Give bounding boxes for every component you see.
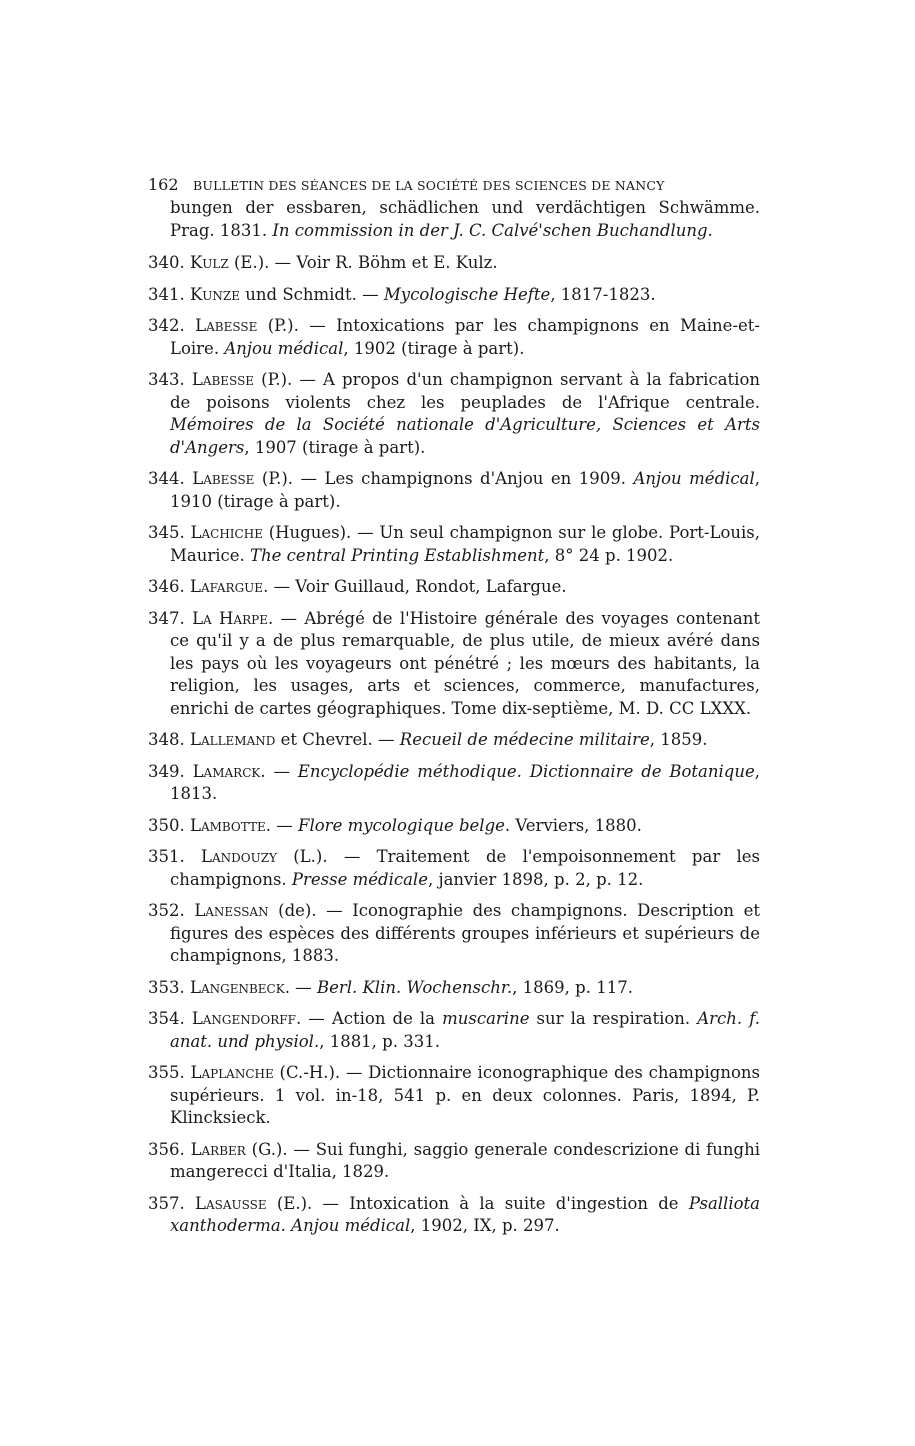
entry-title-italic: Encyclopédie méthodique. Dictionnaire de Botanique (297, 761, 755, 781)
continued-publisher: In commission in der J. C. Calvé'schen Buchandlung. (272, 220, 713, 240)
bibliography-entry (148, 1062, 760, 1130)
bibliography-list (148, 252, 760, 1238)
entry-number: 355. (148, 1063, 191, 1082)
bibliography-entry (148, 815, 760, 838)
page-number: 162 (148, 175, 179, 194)
entry-text: . — Voir Guillaud, Rondot, Lafargue. (263, 577, 567, 596)
entry-text: , 1902 (tirage à part). (343, 338, 525, 358)
entry-title-italic: Psalliota xanthoderma. Anjou médical (170, 1193, 761, 1235)
entry-title-italic: muscarine (442, 1009, 530, 1028)
continued-entry (148, 197, 760, 242)
entry-text: (Hugues). — Un seul champignon sur le globe. Port-Louis, Maurice. (170, 523, 760, 565)
entry-title-italic: The central Printing Establishment (250, 545, 545, 565)
entry-text: (L.). — Traitement de l'empoisonnement par les champignons. (170, 847, 760, 889)
entry-number: 348. (148, 730, 190, 749)
entry-number: 347. (148, 608, 193, 628)
bibliography-entry (148, 761, 760, 806)
bibliography-entry (148, 977, 760, 1000)
entry-text: (E.). — Intoxication à la suite d'ingestion de (266, 1193, 689, 1213)
continued-text: bungen der essbaren, schädlichen und verdächtigen Schwämme. Prag. 1831. (170, 198, 760, 240)
entry-text: , 1859. (649, 730, 708, 749)
entry-author: Lallemand (189, 730, 276, 749)
entry-text: , 8° 24 p. 1902. (544, 545, 674, 565)
entry-author: Langendorff (191, 1009, 296, 1028)
entry-author: Labesse (195, 316, 258, 335)
entry-text: , 1881, p. 331. (319, 1031, 440, 1051)
entry-text: . — (260, 761, 298, 781)
entry-text: (P.). — Intoxications par les champignons en Maine-et-Loire. (170, 316, 760, 358)
entry-text: , 1869, p. 117. (512, 977, 633, 997)
bibliography-entry (148, 1008, 760, 1053)
entry-author: Landouzy (201, 847, 277, 866)
entry-author: Lambotte (189, 815, 266, 835)
entry-author: Kunze (189, 284, 241, 304)
entry-title-italic: Mycologische Hefte (383, 284, 551, 304)
entry-text: (P.). — Les champignons d'Anjou en 1909. (254, 469, 634, 488)
entry-author: La Harpe (192, 608, 268, 628)
running-head (148, 174, 760, 197)
entry-author: Laplanche (190, 1063, 274, 1082)
bibliography-entry (148, 1193, 760, 1238)
entry-author: Lanessan (194, 901, 269, 920)
entry-text: et Chevrel. — (275, 730, 400, 749)
entry-number: 354. (148, 1009, 192, 1028)
entry-number: 351. (148, 847, 202, 866)
bibliography-entry (148, 252, 760, 275)
entry-author: Labesse (191, 370, 255, 389)
entry-number: 353. (148, 977, 190, 997)
entry-number: 341. (148, 284, 190, 304)
entry-number: 345. (148, 523, 191, 542)
entry-text: . — (265, 815, 299, 835)
entry-author: Larber (190, 1139, 246, 1159)
entry-text: . — Abrégé de l'Histoire générale des voyages contenant ce qu'il y a de plus remarquable, de plus utile, de mieux avéré dans les pays où les voyageurs ont pénétré ; les mœurs des habitants, la religion, les usages, arts et sciences, commerce, manufactures, enrichi de cartes géographiques. Tome dix-septième, M. D. CC LXXX. (170, 608, 761, 718)
entry-number: 342. (148, 316, 196, 335)
entry-title-italic: Recueil de médecine militaire (399, 730, 650, 749)
entry-text: (C.-H.). — Dictionnaire iconographique des champignons supérieurs. 1 vol. in-18, 541 p. en deux colonnes. Paris, 1894, P. Klincksieck. (170, 1063, 761, 1127)
entry-text: (E.). — Voir R. Böhm et E. Kulz. (228, 253, 498, 272)
entry-text: (de). — Iconographie des champignons. Description et figures des espèces des différents groupes inférieurs et supérieurs de champignons, 1883. (170, 901, 761, 965)
entry-number: 343. (148, 370, 192, 389)
bibliography-entry (148, 315, 760, 360)
entry-author: Kulz (189, 253, 229, 272)
entry-author: Labesse (192, 469, 255, 488)
entry-text: . — (284, 977, 317, 997)
entry-text: und Schmidt. — (240, 284, 384, 304)
bibliography-entry (148, 729, 760, 752)
bibliography-entry (148, 522, 760, 567)
entry-text: , 1902, IX, p. 297. (410, 1216, 560, 1235)
bibliography-entry (148, 576, 760, 599)
entry-number: 344. (148, 469, 193, 488)
bibliography-entry (148, 846, 760, 891)
entry-text: (G.). — Sui funghi, saggio generale condescrizione di funghi mangerecci d'Italia, 1829. (170, 1139, 761, 1181)
entry-text: . Verviers, 1880. (504, 815, 642, 835)
bibliography-entry (148, 900, 760, 968)
entry-number: 357. (148, 1193, 195, 1213)
bibliography-entry (148, 608, 760, 721)
entry-title-italic: Berl. Klin. Wochenschr. (316, 977, 513, 997)
entry-author: Lachiche (190, 523, 263, 542)
entry-text: , 1817-1823. (550, 284, 656, 304)
bibliography-entry (148, 1139, 760, 1184)
entry-text: . — Action de la (295, 1009, 443, 1028)
entry-author: Langenbeck (189, 977, 285, 997)
entry-title-italic: Flore mycologique belge (298, 815, 505, 835)
entry-text: sur la respiration. (529, 1009, 698, 1028)
entry-title-italic: Anjou médical (633, 469, 755, 488)
entry-title-italic: Mémoires de la Société nationale d'Agriculture, Sciences et Arts d'Angers (170, 415, 760, 457)
entry-number: 352. (148, 901, 195, 920)
entry-text: , 1813. (170, 761, 760, 803)
entry-number: 340. (148, 253, 190, 272)
entry-author: Lasausse (194, 1193, 267, 1213)
entry-number: 346. (148, 577, 190, 596)
entry-title-italic: Anjou médical (224, 338, 344, 358)
bibliography-entry (148, 284, 760, 307)
entry-text: , 1910 (tirage à part). (170, 469, 761, 511)
bibliography-entry (148, 468, 760, 513)
entry-number: 356. (148, 1139, 191, 1159)
entry-number: 349. (148, 761, 193, 781)
entry-text: (P.). — A propos d'un champignon servant à la fabrication de poisons violents chez les peuplades de l'Afrique centrale. (170, 370, 761, 412)
document-page (148, 174, 760, 1247)
entry-author: Lafargue (189, 577, 264, 596)
entry-title-italic: Arch. f. anat. und physiol. (170, 1009, 760, 1051)
running-title: BULLETIN DES SÉANCES DE LA SOCIÉTÉ DES SCIENCES DE NANCY (193, 178, 665, 193)
entry-number: 350. (148, 815, 190, 835)
bibliography-entry (148, 369, 760, 459)
entry-text: , janvier 1898, p. 2, p. 12. (427, 869, 644, 889)
entry-text: , 1907 (tirage à part). (244, 437, 426, 457)
entry-author: Lamarck (192, 761, 261, 781)
entry-title-italic: Presse médicale (291, 869, 428, 889)
